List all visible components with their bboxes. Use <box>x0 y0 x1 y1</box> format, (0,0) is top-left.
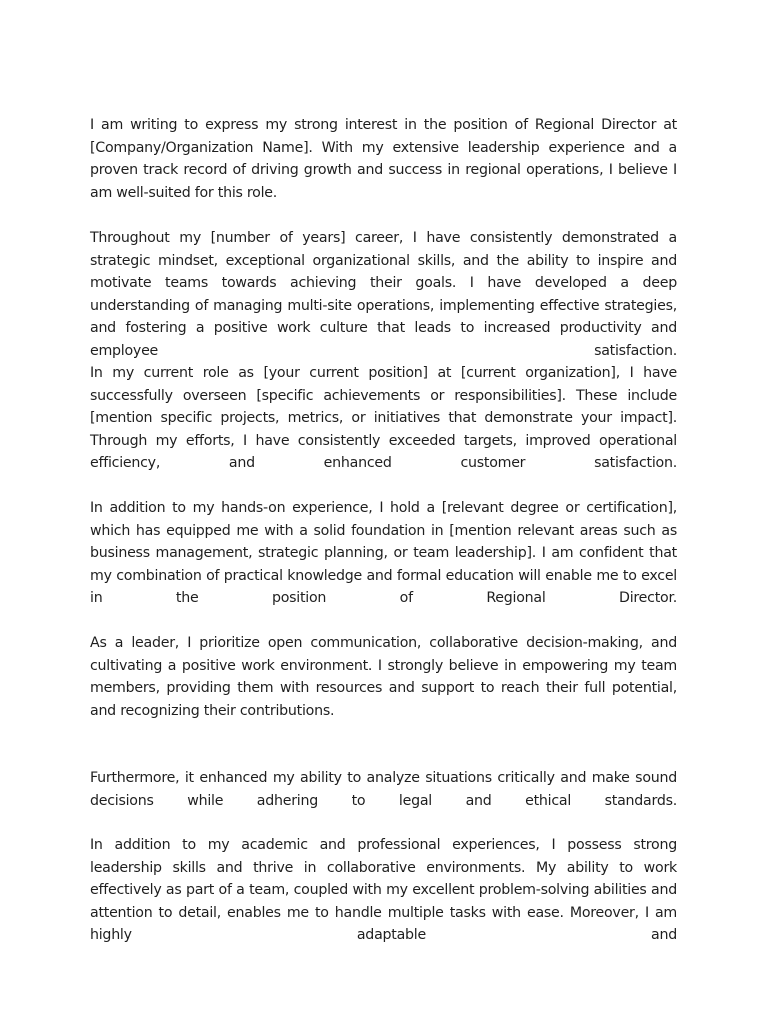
paragraph-leadership: As a leader, I prioritize open communication, collaborative decision-making, and cultivating a positive work environment. I strongly believe in empowering my team members, providing them with resources and support to reach their full potential, and recognizing their contributions. <box>90 635 677 719</box>
paragraph-intro: I am writing to express my strong interest in the position of Regional Director at [Company/Organization Name]. With my extensive leadership experience and a proven track record of driving growth and success in regional operations, I believe I am well-suited for this role. <box>90 117 677 201</box>
paragraph-analysis: Furthermore, it enhanced my ability to analyze situations critically and make sound decisions while adhering to legal and ethical standards. <box>90 770 677 809</box>
paragraph-current-role: In my current role as [your current position] at [current organization], I have successfully overseen [specific achievements or responsibilities]. These include [mention specific projects, metrics, or initiatives that demonstrate your impact]. Through my efforts, I have consistently exceeded targets, improved operational efficiency, and enhanced customer satisfaction. <box>90 365 677 471</box>
paragraph-skills: In addition to my academic and professional experiences, I possess strong leadership skills and thrive in collaborative environments. My ability to work effectively as part of a team, coupled with my excellent problem-solving abilities and attention to detail, enables me to handle multiple tasks with ease. Moreover, I am highly adaptable and <box>90 837 677 943</box>
paragraph-education: In addition to my hands-on experience, I hold a [relevant degree or certification], which has equipped me with a solid foundation in [mention relevant areas such as business management, strategic planning, or team leadership]. I am confident that my combination of practical knowledge and formal education will enable me to excel in the position of Regional Director. <box>90 500 677 606</box>
paragraph-career: Throughout my [number of years] career, I have consistently demonstrated a strategic mindset, exceptional organizational skills, and the ability to inspire and motivate teams towards achieving their goals. I have developed a deep understanding of managing multi-site operations, implementing effective strategies, and fostering a positive work culture that leads to increased productivity and employee satisfaction. <box>90 230 677 359</box>
